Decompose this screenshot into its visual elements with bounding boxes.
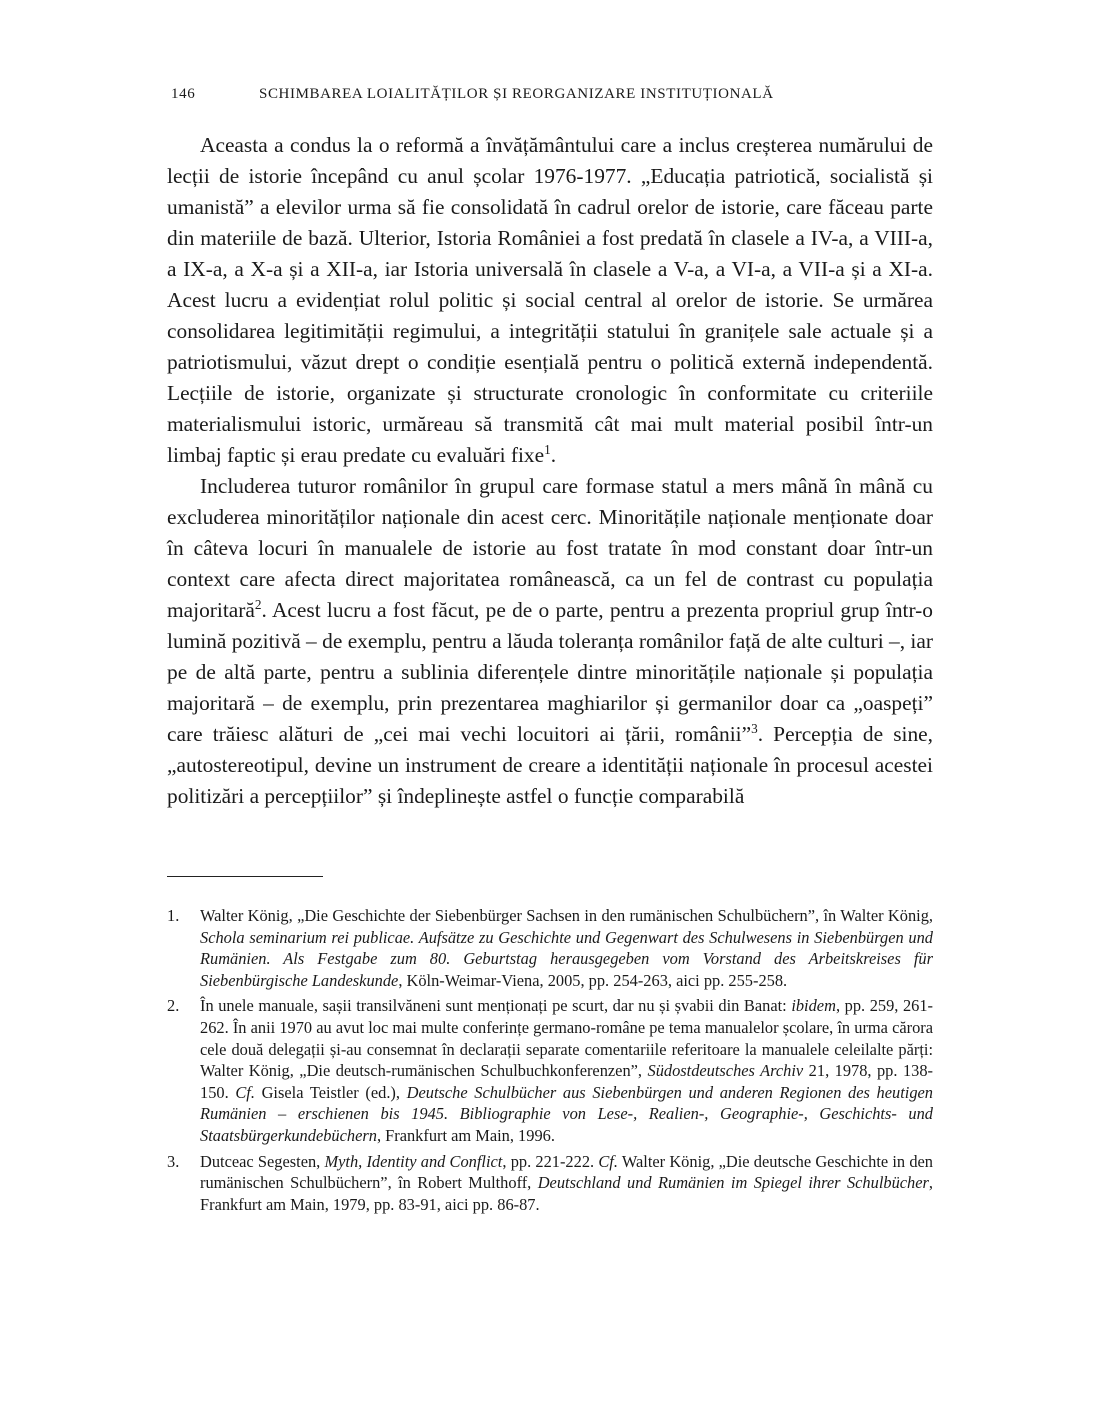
footnote-italic: Cf. [235, 1082, 255, 1102]
footnote-reference: 2 [254, 596, 262, 612]
footnote-text: În unele manuale, sașii transilvăneni sunt menționați pe scurt, dar nu și șvabii din Banat: [200, 996, 792, 1016]
footnote-text: Walter König, „Die deutsche Geschichte in den rumänischen Schulbüchern”, în Robert Multhoff, [200, 1151, 934, 1193]
footnote-separator [167, 876, 323, 877]
paragraph-text: . Percepția de sine, „autostereotipul, devine un instrument de creare a identității naționale în procesul acestei politizări a percepțiilor” și îndeplinește astfel o funcție comparabilă [167, 722, 934, 808]
footnote-text: , Köln-Weimar-Viena, 2005, pp. 254-263, aici pp. 255-258. [398, 970, 788, 990]
footnote-italic: Südostdeutsches Archiv [647, 1061, 804, 1081]
running-title: SCHIMBAREA LOIALITĂȚILOR ȘI REORGANIZARE INSTITUȚIONALĂ [259, 86, 774, 102]
footnote-italic: Deutschland und Rumänien im Spiegel ihrer Schulbücher [537, 1173, 929, 1193]
footnote-text: Walter König, „Die Geschichte der Siebenbürger Sachsen in den rumänischen Schulbüchern”, în Walter König, [200, 906, 933, 925]
footnote-text: , pp. 259, 261-262. În anii 1970 au avut loc mai multe conferințe germano-române pe tema manualelor școlare, în urma cărora cele două delegații și-au consemnat în declarații separate comentariile referitoare la manualele celeilalte părți: Walter König, „Die deutsch-rumänischen Schulbuchkonferenzen”, [200, 996, 934, 1081]
footnote-italic: ibidem [791, 996, 836, 1016]
footnote-text: , Frankfurt am Main, 1996. [376, 1125, 555, 1145]
paragraph-text: Includerea tuturor românilor în grupul care formase statul a mers mână în mână cu excluderea minorităților naționale din acest cerc. Minoritățile naționale menționate doar în câteva locuri în manualele de istorie au fost tratate în mod constant doar într-un context care afecta direct majoritatea românească, ca un fel de contrast cu populația majoritară [167, 474, 933, 622]
footnote-reference: 3 [751, 720, 758, 736]
footnote-2 [167, 995, 933, 1146]
footnotes [167, 905, 933, 1219]
footnote-italic: Deutsche Schulbücher aus Siebenbürgen und anderen Regionen des heutigen Rumänien – erschienen bis 1945. Bibliographie von Lese-, Realien-, Geographie-, Geschichts- und Staatsbürgerkundebüchern [200, 1082, 933, 1145]
footnote-reference: 1 [544, 441, 551, 457]
footnote-text: , pp. 221-222. [502, 1151, 599, 1171]
running-header [167, 86, 933, 110]
footnote-number: 3. [167, 1151, 180, 1171]
paragraph-2 [167, 471, 933, 812]
footnote-text: , Frankfurt am Main, 1979, pp. 83-91, aici pp. 86-87. [200, 1173, 934, 1214]
footnote-italic: Cf. [598, 1151, 618, 1171]
footnote-text: 21, 1978, pp. 138-150. [200, 1061, 933, 1102]
paragraph-1 [167, 130, 933, 471]
footnote-number: 1. [167, 906, 180, 925]
footnote-italic: Schola seminarium rei publicae. Aufsätze zu Geschichte und Gegenwart des Schulwesens in Siebenbürgen und Rumänien. Als Festgabe zum 80. Geburtstag herausgegeben vom Vorstand des Arbeitskreises für Siebenbürgische Landeskunde [200, 927, 933, 990]
footnote-3 [167, 1151, 933, 1216]
body-text [167, 130, 933, 812]
paragraph-text: Aceasta a condus la o reformă a învățământului care a inclus creșterea numărului de lecții de istorie începând cu anul școlar 1976-1977. „Educația patriotică, socialistă și umanistă” a elevilor urma să fie consolidată în cadrul orelor de istorie, care făceau parte din materiile de bază. Ulterior, Istoria României a fost predată în clasele a IV-a, a VIII-a, a IX-a, a X-a și a XII-a, iar Istoria universală în clasele a V-a, a VI-a, a VII-a și a XI-a. Acest lucru a evidențiat rolul politic și social central al orelor de istorie. Se urmărea consolidarea legitimității regimului, a integrității statului în granițele sale actuale și a patriotismului, văzut drept o condiție esențială pentru o politică externă independentă. Lecțiile de istorie, organizate și structurate cronologic în conformitate cu criteriile materialismului istoric, urmăreau să transmită cât mai mult material posibil într-un limbaj faptic și erau predate cu evaluări fixe [167, 133, 933, 467]
footnote-italic: Myth, Identity and Conflict [324, 1151, 503, 1171]
footnote-text: Dutceac Segesten, [200, 1151, 325, 1171]
footnote-number: 2. [167, 996, 180, 1016]
footnote-1 [167, 905, 933, 991]
paragraph-text: . Acest lucru a fost făcut, pe de o parte, pentru a prezenta propriul grup într-o lumină pozitivă – de exemplu, pentru a lăuda toleranța românilor față de alte culturi –, iar pe de altă parte, pentru a sublinia diferențele dintre minoritățile naționale și populația majoritară – de exemplu, prin prezentarea maghiarilor și germanilor doar ca „oaspeți” care trăiesc alături de „cei mai vechi locuitori ai țării, românii” [167, 598, 933, 746]
paragraph-text: . [550, 443, 557, 467]
footnote-text: Gisela Teistler (ed.), [254, 1082, 407, 1102]
page-number: 146 [171, 86, 196, 102]
